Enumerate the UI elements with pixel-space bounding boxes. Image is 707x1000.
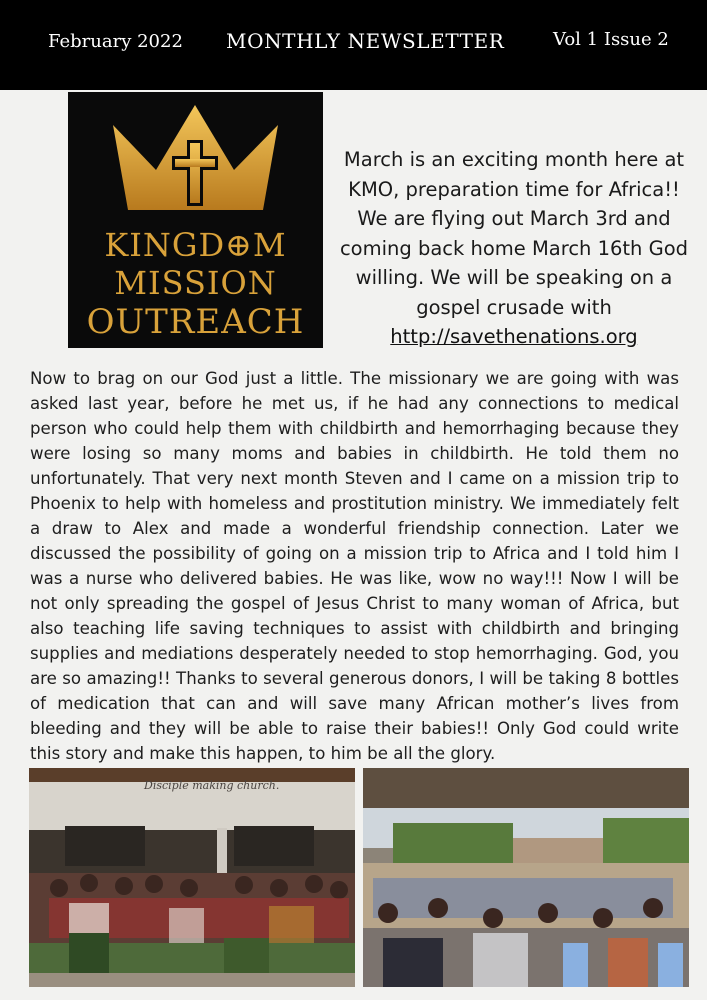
intro-text: March is an exciting month here at KMO, preparation time for Africa!! We are flying out March 3rd and coming back home March 16th God willing. We will be speaking on a gospel crusade with (339, 148, 689, 319)
article-body: Now to brag on our God just a little. The missionary we are going with was asked last year, before he met us, if he had any connections to medical person who could help them with childbirth and hemorrhaging because they were losing so many moms and babies in childbirth. He told them no unfortunately. That very next month Steven and I came on a mission trip to Phoenix to help with homeless and prostitution ministry. We immediately felt a draw to Alex and made a wonderful friendship connection. Later we discussed the possibility of going on a mission trip to Africa and I told him I was a nurse who delivered babies. He was like, wow no way!!! Now I will be not only spreading the gospel of Jesus Christ to many woman of Africa, but also teaching life saving techniques to assist with childbirth and bringing supplies and mediations desperately needed to stop hemorrhaging. God, you are so amazing!! Thanks to several generous donors, I will be taking 8 bottles of medication that can and will save many African mother’s lives from bleeding and they will be able to raise their babies!! Only God could write this story and make this happen, to him be all the glory. (30, 369, 679, 763)
issue-date: February 2022 (48, 31, 183, 52)
church-group-photo (29, 768, 355, 987)
issue-volume: Vol 1 Issue 2 (553, 29, 669, 50)
newsletter-header (0, 0, 707, 90)
outdoor-gathering-photo (363, 768, 689, 987)
newsletter-title: MONTHLY NEWSLETTER (226, 29, 505, 53)
logo-line-mission: MISSION (114, 264, 277, 302)
intro-announcement (338, 145, 690, 352)
savethenations-link[interactable]: http://savethenations.org (390, 325, 638, 348)
church-sign-text: Disciple making church. (144, 779, 280, 792)
logo-line-outreach: OUTREACH (86, 302, 305, 342)
kingdom-mission-outreach-logo (68, 92, 323, 348)
logo-line-kingdom: KINGD⊕M (104, 226, 287, 264)
crown-cross-icon (108, 100, 283, 220)
